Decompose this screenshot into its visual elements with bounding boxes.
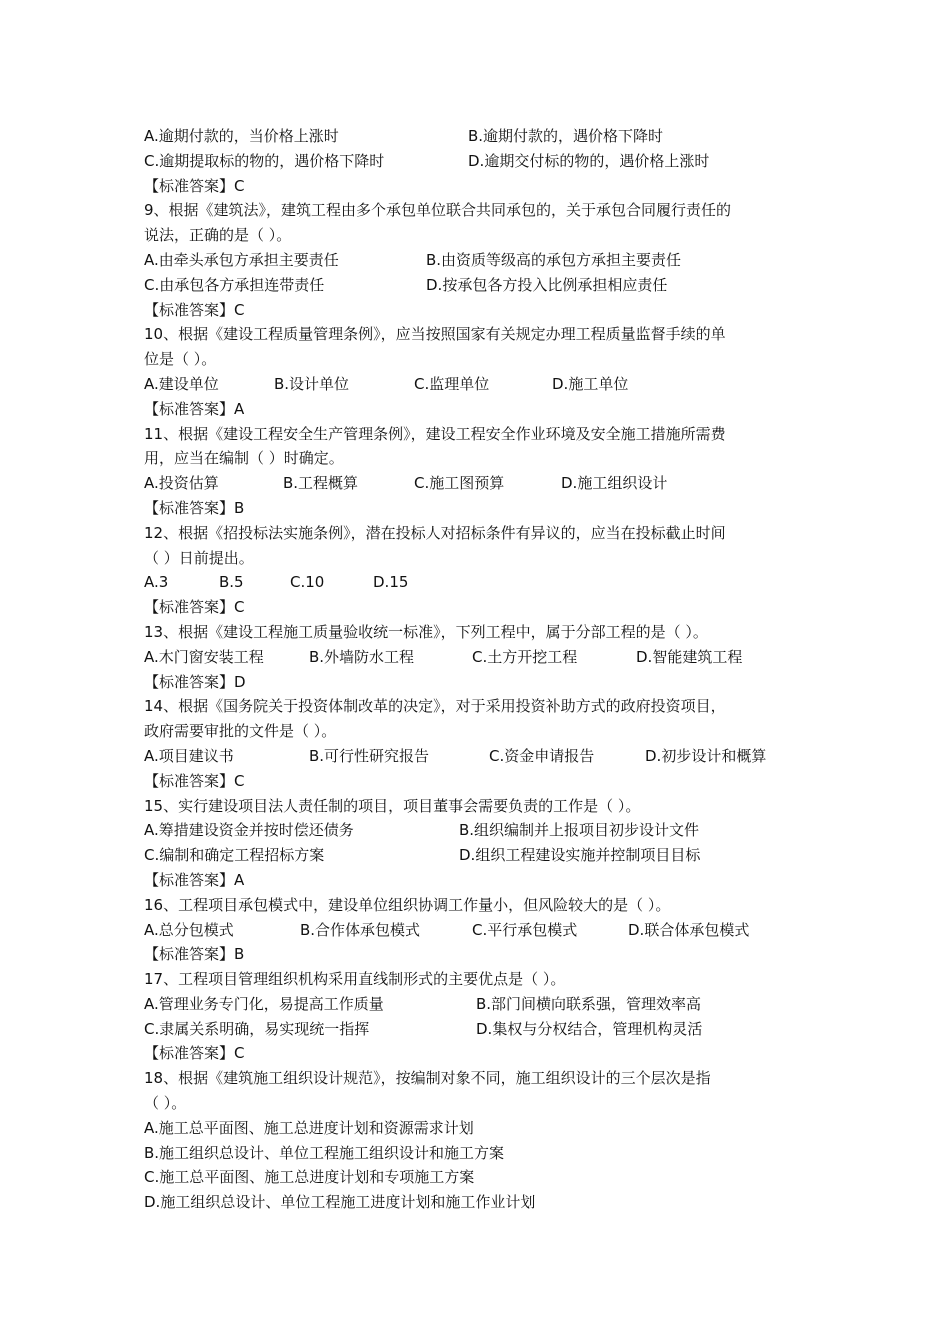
question-text-cont: 政府需要审批的文件是（ ）。: [144, 722, 337, 741]
question-text-cont: 位是（ ）。: [144, 350, 217, 369]
option-d: D.智能建筑工程: [636, 647, 743, 666]
option-c: C.编制和确定工程招标方案: [144, 846, 325, 865]
option-row: [144, 744, 812, 769]
option-row: [144, 570, 812, 595]
question-text: 16、工程项目承包模式中，建设单位组织协调工作量小，但风险较大的是（ ）。: [144, 895, 671, 914]
option-c: C.隶属关系明确，易实现统一指挥: [144, 1019, 370, 1038]
question-text: 12、根据《招投标法实施条例》，潜在投标人对招标条件有异议的，应当在投标截止时间: [144, 523, 726, 542]
option-row: [144, 149, 812, 174]
option-c: C.平行承包模式: [472, 920, 578, 939]
option-d: D.组织工程建设实施并控制项目目标: [459, 846, 701, 865]
option-row: [144, 818, 812, 843]
answer-line: 【标准答案】A: [144, 870, 245, 889]
option-d: D.联合体承包模式: [628, 920, 750, 939]
option-b: B.由资质等级高的承包方承担主要责任: [426, 250, 682, 269]
option-d: D.施工组织总设计、单位工程施工进度计划和施工作业计划: [144, 1193, 536, 1212]
option-row: [144, 372, 812, 397]
option-row: [144, 124, 812, 149]
option-b: B.外墙防水工程: [309, 647, 415, 666]
option-c: C.施工图预算: [414, 474, 505, 493]
option-a: A.由牵头承包方承担主要责任: [144, 250, 339, 269]
option-row: [144, 843, 812, 868]
option-c: C.土方开挖工程: [472, 647, 578, 666]
answer-line: 【标准答案】C: [144, 176, 245, 195]
question-text: 18、根据《建筑施工组织设计规范》，按编制对象不同，施工组织设计的三个层次是指: [144, 1069, 711, 1088]
question-text-cont: （ ）。: [144, 1094, 187, 1113]
answer-line: 【标准答案】C: [144, 300, 245, 319]
option-b: B.合作体承包模式: [300, 920, 421, 939]
option-a: A.投资估算: [144, 474, 219, 493]
question-text: 9、根据《建筑法》，建筑工程由多个承包单位联合共同承包的，关于承包合同履行责任的: [144, 201, 732, 220]
option-b: B.工程概算: [283, 474, 359, 493]
option-a: A.管理业务专门化，易提高工作质量: [144, 994, 384, 1013]
question-text: 13、根据《建设工程施工质量验收统一标准》，下列工程中，属于分部工程的是（ ）。: [144, 622, 708, 641]
option-d: D.按承包各方投入比例承担相应责任: [426, 275, 668, 294]
option-a: A.总分包模式: [144, 920, 234, 939]
option-d: D.施工组织设计: [561, 474, 668, 493]
question-text: 15、实行建设项目法人责任制的项目，项目董事会需要负责的工作是（ ）。: [144, 796, 641, 815]
question-text: 14、根据《国务院关于投资体制改革的决定》，对于采用投资补助方式的政府投资项目，: [144, 697, 726, 716]
answer-line: 【标准答案】A: [144, 399, 245, 418]
option-b: B.设计单位: [274, 374, 350, 393]
option-a: A.建设单位: [144, 374, 219, 393]
question-text: 17、工程项目管理组织机构采用直线制形式的主要优点是（ ）。: [144, 970, 566, 989]
answer-line: 【标准答案】C: [144, 598, 245, 617]
option-c: C.资金申请报告: [489, 746, 595, 765]
document-body: [144, 124, 812, 1215]
answer-line: 【标准答案】B: [144, 498, 245, 517]
option-row: [144, 992, 812, 1017]
option-a: A.施工总平面图、施工总进度计划和资源需求计划: [144, 1118, 474, 1137]
option-c: C.施工总平面图、施工总进度计划和专项施工方案: [144, 1168, 475, 1187]
answer-line: 【标准答案】C: [144, 771, 245, 790]
option-c: C.监理单位: [414, 374, 490, 393]
option-d: D.逾期交付标的物的，遇价格上涨时: [468, 151, 710, 170]
option-a: A.木门窗安装工程: [144, 647, 264, 666]
option-row: [144, 248, 812, 273]
option-row: [144, 471, 812, 496]
answer-line: 【标准答案】D: [144, 672, 246, 691]
option-c: C.10: [290, 573, 325, 592]
option-row: [144, 918, 812, 943]
answer-line: 【标准答案】B: [144, 945, 245, 964]
question-text: 10、根据《建设工程质量管理条例》，应当按照国家有关规定办理工程质量监督手续的单: [144, 325, 726, 344]
option-a: A.筹措建设资金并按时偿还债务: [144, 821, 354, 840]
option-row: [144, 273, 812, 298]
option-b: B.5: [219, 573, 244, 592]
option-row: [144, 645, 812, 670]
option-b: B.施工组织总设计、单位工程施工组织设计和施工方案: [144, 1143, 505, 1162]
option-d: D.初步设计和概算: [645, 746, 767, 765]
option-a: A.逾期付款的，当价格上涨时: [144, 127, 339, 145]
option-b: B.可行性研究报告: [309, 746, 430, 765]
option-d: D.施工单位: [552, 374, 629, 393]
option-b: B.逾期付款的，遇价格下降时: [468, 127, 664, 145]
option-a: A.项目建议书: [144, 746, 234, 765]
answer-line: 【标准答案】C: [144, 1044, 245, 1063]
question-text-cont: 说法，正确的是（ ）。: [144, 226, 292, 245]
option-d: D.集权与分权结合，管理机构灵活: [476, 1019, 703, 1038]
option-c: C.逾期提取标的物的，遇价格下降时: [144, 151, 385, 170]
option-a: A.3: [144, 573, 169, 592]
option-b: B.部门间横向联系强，管理效率高: [476, 994, 702, 1013]
question-text: 11、根据《建设工程安全生产管理条例》，建设工程安全作业环境及安全施工措施所需费: [144, 424, 726, 443]
question-text-cont: 用，应当在编制（ ）时确定。: [144, 449, 344, 468]
option-b: B.组织编制并上报项目初步设计文件: [459, 821, 700, 840]
option-c: C.由承包各方承担连带责任: [144, 275, 325, 294]
option-d: D.15: [373, 573, 409, 592]
option-row: [144, 1017, 812, 1042]
question-text-cont: （ ）日前提出。: [144, 548, 254, 567]
